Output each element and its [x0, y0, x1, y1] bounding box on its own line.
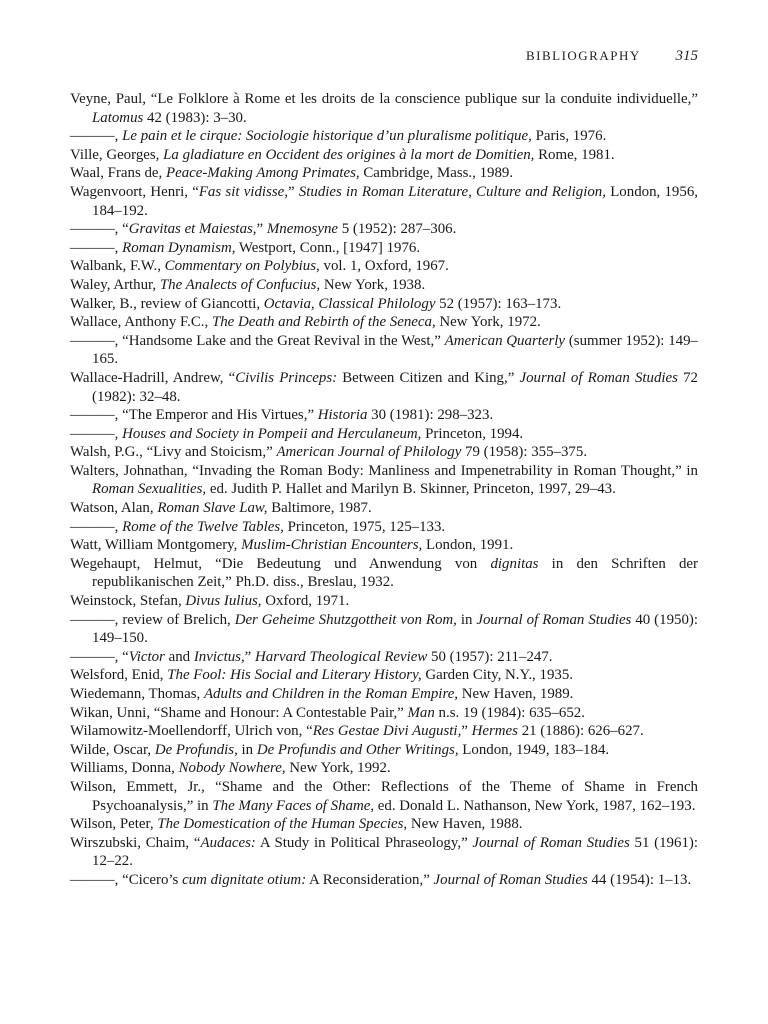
entry-text: n.s. 19 (1984): 635–652. [434, 704, 585, 721]
bibliography-entry [70, 704, 698, 723]
entry-text: New York, 1992. [285, 760, 391, 777]
entry-text: ” [244, 648, 256, 665]
bibliography-entry [70, 462, 698, 499]
bibliography-entry [70, 295, 698, 314]
bibliography-entry [70, 778, 698, 815]
italic-title: Latomus [92, 109, 144, 126]
entry-text: Baltimore, 1987. [267, 500, 372, 517]
bibliography-entry [70, 871, 698, 890]
entry-text: A Study in Political Phraseology,” [255, 834, 473, 851]
entry-text: Wiedemann, Thomas, [70, 686, 204, 702]
bibliography-entry [70, 332, 698, 369]
page-number: 315 [675, 48, 698, 64]
entry-text: ” [256, 221, 267, 238]
entry-text: ” [287, 183, 299, 200]
bibliography-entry [70, 834, 698, 871]
italic-title: Der Geheime Shutzgottheit von Rom, [234, 611, 457, 628]
italic-title: Divus Iulius, [185, 593, 262, 610]
bibliography-entry [70, 666, 698, 685]
entry-text: Welsford, Enid, [70, 667, 168, 684]
bibliography-entry [70, 759, 698, 778]
bibliography-entry [70, 499, 698, 518]
bibliography-entry [70, 369, 698, 406]
bibliography-entry [70, 648, 698, 667]
italic-title: Invictus, [193, 648, 245, 665]
italic-title: Adults and Children in the Roman Empire, [203, 686, 459, 702]
entry-text: ———, “Cicero’s [70, 871, 183, 888]
bibliography-entry [70, 592, 698, 611]
bibliography-entry [70, 425, 698, 444]
running-head-title: BIBLIOGRAPHY [525, 48, 641, 63]
entry-text: Watson, Alan, [70, 500, 158, 517]
entry-text: Veyne, Paul, “Le Folklore à Rome et les droits de la conscience publique sur la conduite individuelle,” [70, 91, 698, 107]
entry-text: ed. Judith P. Hallet and Marilyn B. Skinner, Princeton, 1997, 29–43. [206, 481, 616, 498]
entry-text: 79 (1958): 355–375. [461, 444, 588, 461]
italic-title: The Analects of Confucius, [159, 276, 321, 293]
entry-text: 52 (1957): 163–173. [435, 295, 562, 312]
entry-text: 30 (1981): 298–323. [367, 407, 494, 424]
bibliography-entry [70, 815, 698, 834]
entry-text: vol. 1, Oxford, 1967. [319, 258, 449, 275]
entry-text: 72 (1982): 32–48. [92, 369, 698, 405]
entry-text: New York, 1972. [435, 314, 541, 331]
bibliography-entry [70, 276, 698, 295]
entry-text: Princeton, 1975, 125–133. [283, 518, 446, 535]
bibliography-entry [70, 220, 698, 239]
entry-text: Westport, Conn., [1947] 1976. [235, 239, 421, 256]
italic-title: Nobody Nowhere, [178, 760, 286, 777]
italic-title: Muslim-Christian Encounters, [241, 537, 423, 554]
italic-title: American Journal of Philology [276, 444, 462, 461]
italic-title: Civilis Princeps: [235, 369, 338, 386]
italic-title: The Fool: His Social and Literary History, [167, 667, 422, 684]
entry-text: Walsh, P.G., “Livy and Stoicism,” [70, 444, 277, 461]
entry-text: 21 (1886): 626–627. [517, 723, 644, 740]
entry-text: Between Citizen and King,” [337, 369, 520, 386]
entry-text: in [237, 741, 257, 758]
italic-title: Le pain et le cirque: Sociologie historique d’un pluralisme politique, [122, 128, 532, 145]
entry-text: 42 (1983): 3–30. [143, 109, 247, 126]
italic-title: Man [407, 704, 435, 721]
entry-text: Walbank, F.W., [70, 258, 165, 275]
bibliography-entry [70, 239, 698, 258]
entry-text: Walker, B., review of Giancotti, [70, 295, 264, 312]
entry-text: 50 (1957): 211–247. [427, 648, 553, 665]
italic-title: Audaces: [200, 834, 256, 851]
bibliography-entry [70, 257, 698, 276]
entry-text: Cambridge, Mass., 1989. [359, 165, 514, 182]
italic-title: Harvard Theological Review [255, 648, 428, 665]
bibliography-entry [70, 127, 698, 146]
italic-title: Mnemosyne [266, 221, 339, 238]
bibliography-entry [70, 555, 698, 592]
entry-text: 51 (1961): 12–22. [92, 834, 698, 870]
italic-title: Roman Sexualities, [92, 481, 207, 498]
entry-text: and [164, 648, 194, 665]
bibliography-entry [70, 313, 698, 332]
entry-text: ———, [70, 425, 123, 442]
entry-text: Waley, Arthur, [70, 276, 160, 293]
entry-text: Wallace-Hadrill, Andrew, “ [70, 369, 236, 386]
bibliography-entry [70, 443, 698, 462]
italic-title: dignitas [490, 555, 539, 572]
italic-title: Rome of the Twelve Tables, [122, 518, 284, 535]
bibliography-entry [70, 146, 698, 165]
entry-text: Wilson, Emmett, Jr., “Shame and the Other: Reflections of the Theme of Shame in French Psychoanalysis,” in [70, 778, 698, 814]
entry-text: Ville, Georges, [70, 146, 164, 163]
running-head [526, 48, 698, 65]
italic-title: Journal of Roman Studies [472, 834, 630, 851]
entry-text: ———, “Handsome Lake and the Great Revival in the West,” [70, 332, 445, 349]
entry-text: ed. Donald L. Nathanson, New York, 1987, 162–193. [374, 797, 696, 814]
entry-text: ———, “ [70, 221, 129, 238]
entry-text: Wikan, Unni, “Shame and Honour: A Contestable Pair,” [70, 704, 408, 721]
italic-title: Journal of Roman Studies [433, 871, 588, 888]
bibliography-entry [70, 183, 698, 220]
bibliography-entry [70, 685, 698, 704]
entry-text: Wilamowitz-Moellendorff, Ulrich von, “ [70, 723, 313, 740]
entry-text: New York, 1938. [320, 276, 426, 293]
bibliography-entry [70, 536, 698, 555]
entry-text: 40 (1950): 149–150. [92, 611, 698, 647]
entry-text: Paris, 1976. [531, 128, 607, 145]
entry-text: ———, review of Brelich, [70, 611, 235, 628]
bibliography-entry [70, 518, 698, 537]
italic-title: American Quarterly [444, 332, 566, 349]
italic-title: Studies in Roman Literature, Culture and Religion, [298, 183, 606, 200]
bibliography-entry [70, 406, 698, 425]
italic-title: Commentary on Polybius, [164, 258, 320, 275]
italic-title: Hermes [471, 723, 518, 740]
entry-text: Oxford, 1971. [261, 593, 350, 610]
entry-text: Watt, William Montgomery, [70, 537, 242, 554]
entry-text: Rome, 1981. [534, 146, 615, 163]
entry-text: Walters, Johnathan, “Invading the Roman Body: Manliness and Impenetrability in Roman Thought,” in [70, 462, 698, 479]
entry-text: ———, [70, 239, 123, 256]
entry-text: Wirszubski, Chaim, “ [70, 834, 201, 851]
italic-title: Octavia, Classical Philology [263, 295, 436, 312]
entry-text: Princeton, 1994. [421, 425, 524, 442]
entry-text: ———, “The Emperor and His Virtues,” [70, 407, 318, 424]
italic-title: The Many Faces of Shame, [212, 797, 375, 814]
entry-text: New Haven, 1989. [458, 686, 574, 702]
italic-title: Gravitas et Maiestas, [128, 221, 257, 238]
italic-title: Peace-Making Among Primates, [165, 165, 360, 182]
entry-text: Wagenvoort, Henri, “ [70, 183, 199, 200]
italic-title: Res Gestae Divi Augusti, [312, 723, 462, 740]
italic-title: Roman Slave Law, [157, 500, 268, 517]
entry-text: London, 1956, 184–192. [92, 183, 698, 219]
entry-text: Wilde, Oscar, [70, 741, 155, 758]
entry-text: ———, “ [70, 648, 129, 665]
entry-text: London, 1991. [422, 537, 514, 554]
entry-text: New Haven, 1988. [407, 816, 523, 833]
entry-text: 5 (1952): 287–306. [338, 221, 457, 238]
entry-text: London, 1949, 183–184. [458, 741, 610, 758]
entry-text: A Reconsideration,” [306, 871, 434, 888]
italic-title: Roman Dynamism, [122, 239, 236, 256]
italic-title: Journal of Roman Studies [476, 611, 632, 628]
entry-text: in [456, 611, 477, 628]
italic-title: The Domestication of the Human Species, [157, 816, 408, 833]
entry-text: Williams, Donna, [70, 760, 179, 777]
bibliography-entry [70, 611, 698, 648]
italic-title: De Profundis and Other Writings, [256, 741, 459, 758]
entry-text: Weinstock, Stefan, [70, 593, 186, 610]
italic-title: cum dignitate otium: [182, 871, 307, 888]
entry-text: ———, [70, 518, 123, 535]
entry-text: Wilson, Peter, [70, 816, 158, 833]
entry-text: (summer 1952): 149–165. [92, 332, 698, 368]
italic-title: Houses and Society in Pompeii and Herculaneum, [122, 425, 422, 442]
bibliography-entry [70, 722, 698, 741]
italic-title: Fas sit vidisse, [198, 183, 288, 200]
bibliography-entry [70, 741, 698, 760]
entry-text: ———, [70, 128, 123, 145]
italic-title: La gladiature en Occident des origines à la mort de Domitien, [163, 146, 535, 163]
entry-text: Garden City, N.Y., 1935. [421, 667, 574, 684]
italic-title: The Death and Rebirth of the Seneca, [211, 314, 436, 331]
bibliography-entry [70, 164, 698, 183]
bibliography-list [70, 90, 698, 890]
entry-text: Waal, Frans de, [70, 165, 166, 182]
entry-text: Wegehaupt, Helmut, “Die Bedeutung und Anwendung von [70, 555, 491, 572]
italic-title: De Profundis, [154, 741, 238, 758]
italic-title: Historia [317, 407, 368, 424]
bibliography-entry [70, 90, 698, 127]
italic-title: Journal of Roman Studies [519, 369, 678, 386]
italic-title: Victor [128, 648, 165, 665]
entry-text: 44 (1954): 1–13. [587, 871, 692, 888]
entry-text: Wallace, Anthony F.C., [70, 314, 212, 331]
entry-text: in den Schriften der republikanischen Zeit,” Ph.D. diss., Breslau, 1932. [92, 555, 698, 591]
entry-text: ” [461, 723, 472, 740]
